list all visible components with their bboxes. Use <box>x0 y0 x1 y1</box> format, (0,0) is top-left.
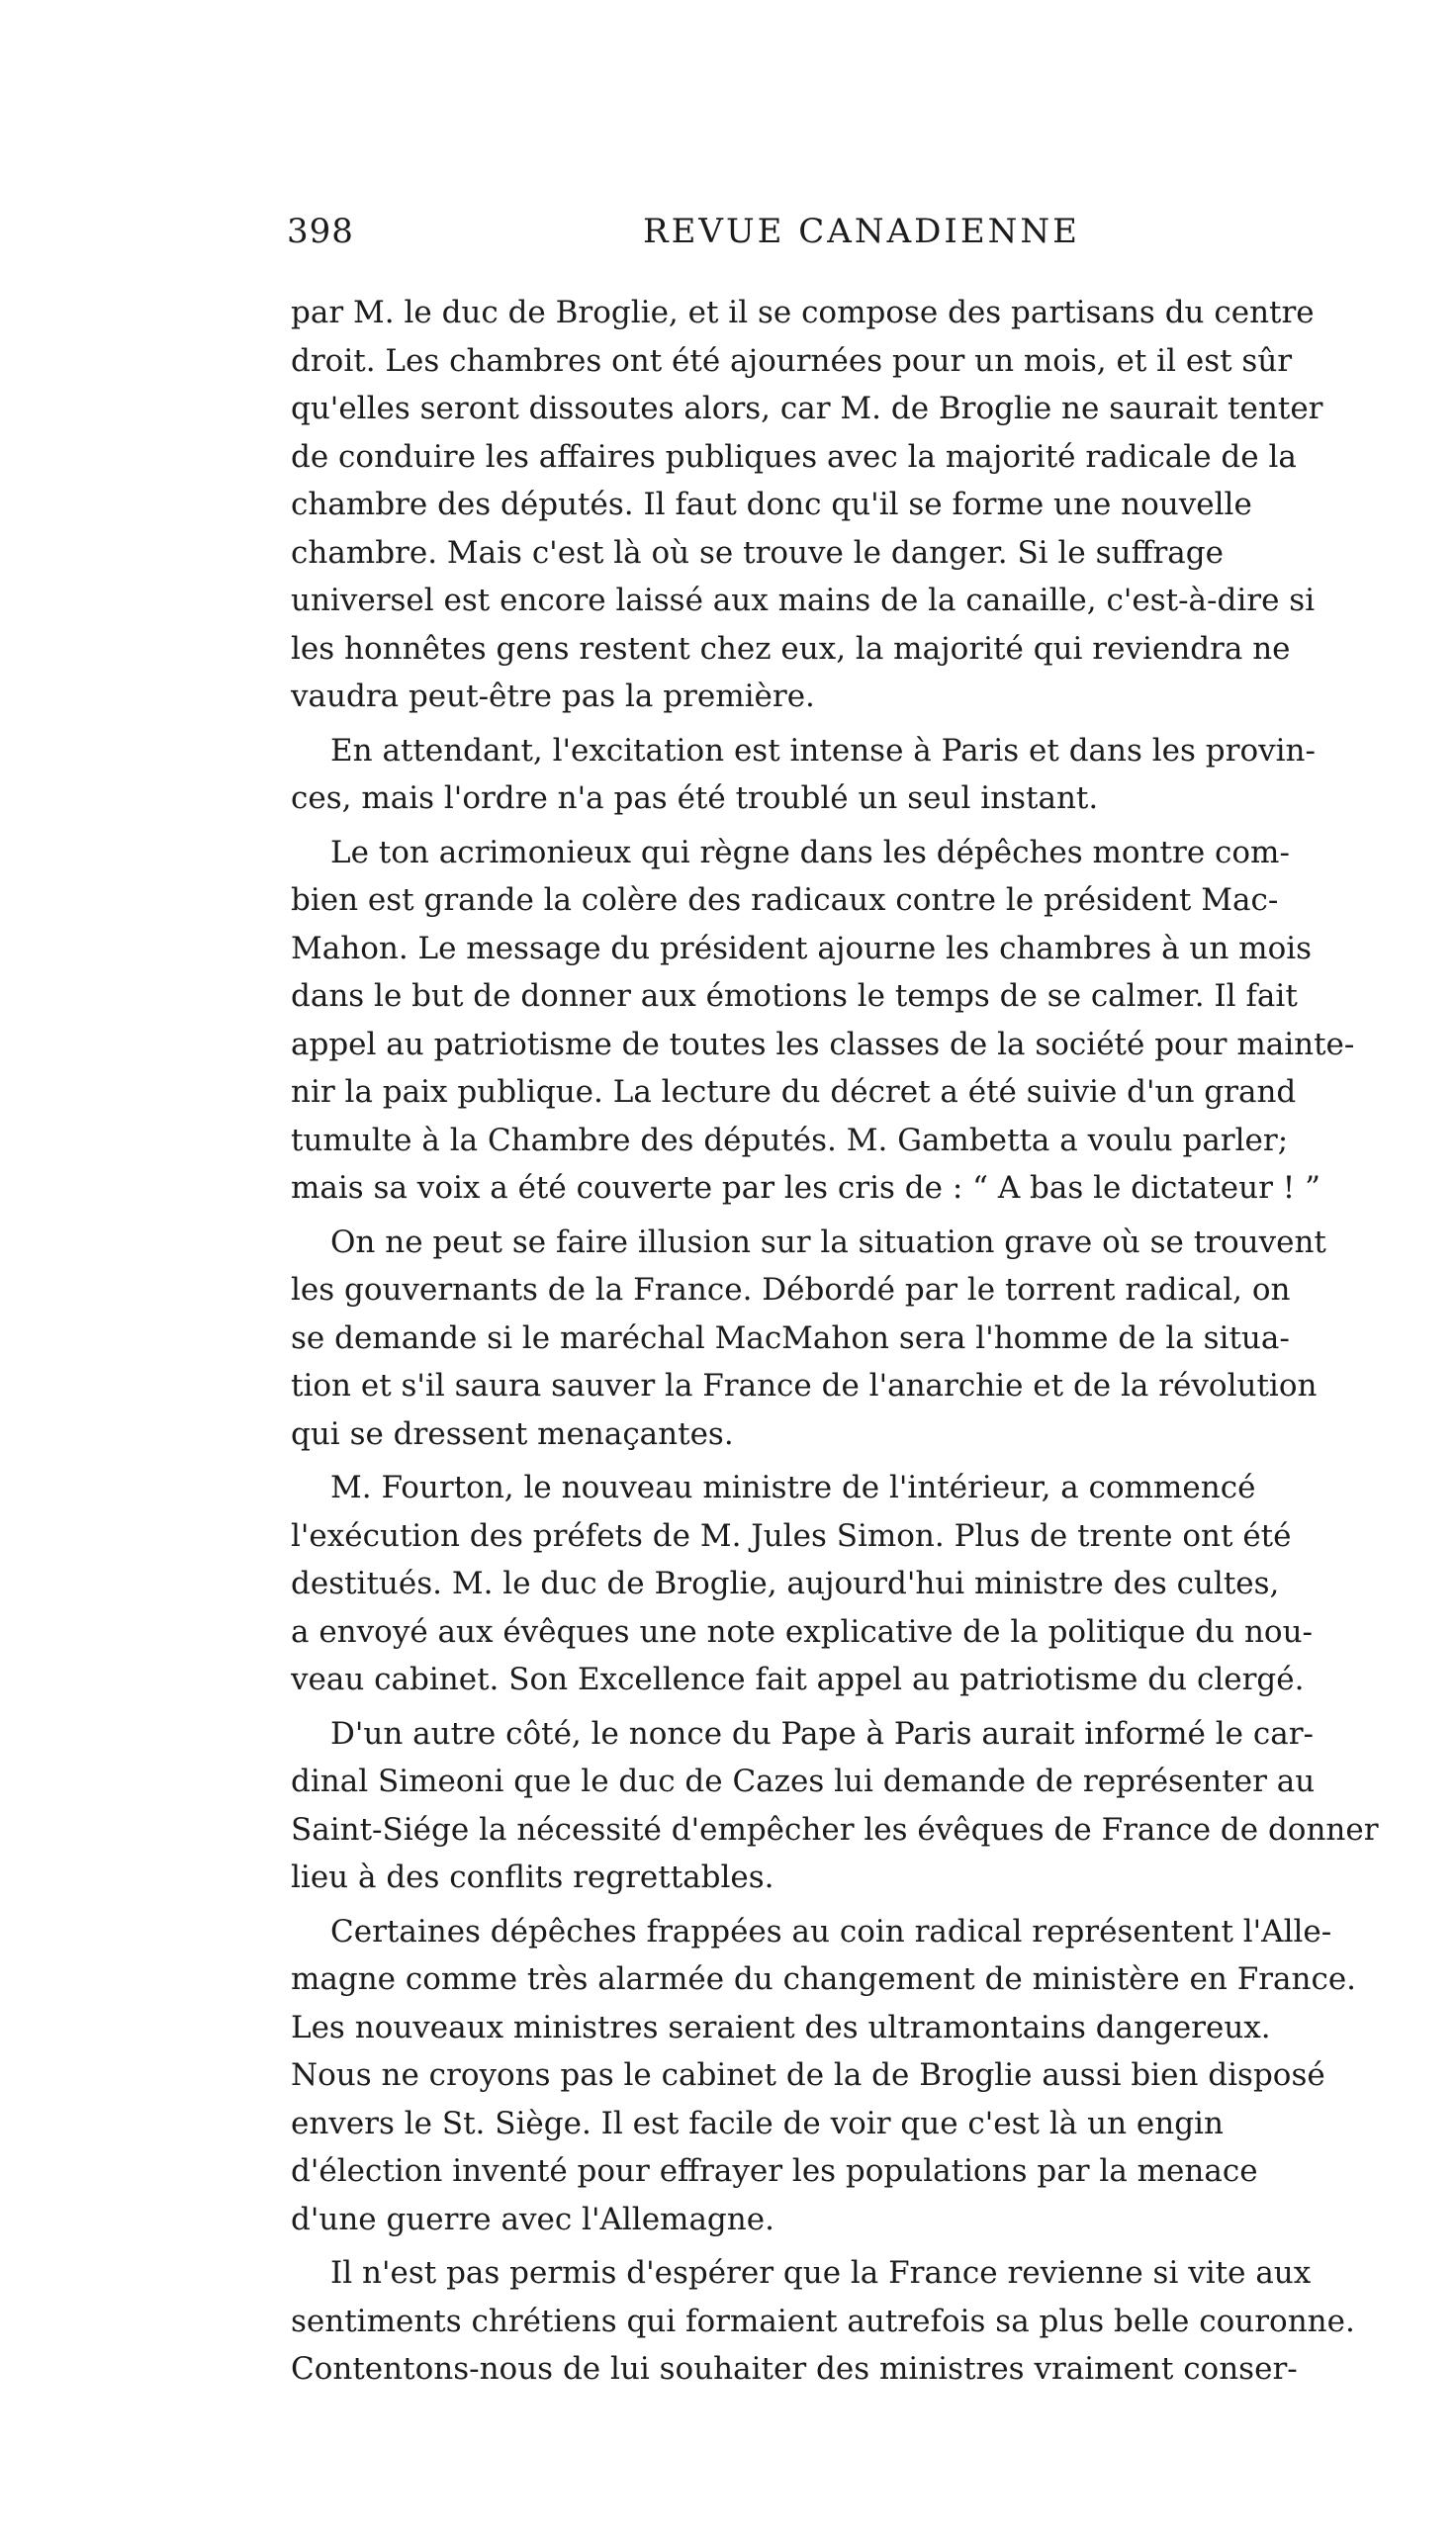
text-line: les honnêtes gens restent chez eux, la majorité qui reviendra ne <box>291 630 1291 667</box>
text-line: de conduire les affaires publiques avec la majorité radicale de la <box>291 438 1297 475</box>
journal-title: REVUE CANADIENNE <box>643 212 1080 251</box>
text-line: Les nouveaux ministres seraient des ultramontains dangereux. <box>291 2009 1271 2045</box>
text-line: D'un autre côté, le nonce du Pape à Paris aurait informé le car- <box>330 1715 1314 1752</box>
text-line: sentiments chrétiens qui formaient autrefois sa plus belle couronne. <box>291 2303 1355 2339</box>
text-line: mais sa voix a été couverte par les cris de : “ A bas le dictateur ! ” <box>291 1170 1320 1206</box>
text-line: chambre. Mais c'est là où se trouve le danger. Si le suffrage <box>291 534 1224 571</box>
text-line: se demande si le maréchal MacMahon sera l'homme de la situa- <box>291 1319 1290 1356</box>
text-line: En attendant, l'excitation est intense à Paris et dans les provin- <box>330 732 1316 769</box>
text-line: les gouvernants de la France. Débordé par le torrent radical, on <box>291 1272 1291 1308</box>
text-line: envers le St. Siège. Il est facile de voir que c'est là un engin <box>291 2105 1224 2141</box>
text-line: tion et s'il saura sauver la France de l'anarchie et de la révolution <box>291 1368 1318 1404</box>
text-line: nir la paix publique. La lecture du décret a été suivie d'un grand <box>291 1074 1297 1110</box>
text-line: Le ton acrimonieux qui règne dans les dépêches montre com- <box>330 834 1290 870</box>
text-line: tumulte à la Chambre des députés. M. Gambetta a voulu parler; <box>291 1122 1289 1158</box>
text-line: droit. Les chambres ont été ajournées pour un mois, et il est sûr <box>291 342 1293 379</box>
text-line: bien est grande la colère des radicaux contre le président Mac- <box>291 882 1279 918</box>
text-line: d'élection inventé pour effrayer les populations par la menace <box>291 2153 1258 2189</box>
paragraph <box>291 1908 1438 2244</box>
text-line: dans le but de donner aux émotions le temps de se calmer. Il fait <box>291 978 1298 1014</box>
text-line: d'une guerre avec l'Allemagne. <box>291 2201 774 2237</box>
text-line: par M. le duc de Broglie, et il se compose des partisans du centre <box>291 295 1315 330</box>
page-number: 398 <box>287 212 354 251</box>
text-line: destitués. M. le duc de Broglie, aujourd'hui ministre des cultes, <box>291 1566 1280 1601</box>
text-line: Contentons-nous de lui souhaiter des ministres vraiment conser- <box>291 2351 1298 2387</box>
text-line: magne comme très alarmée du changement de ministère en France. <box>291 1961 1357 1997</box>
paragraph <box>291 829 1438 1213</box>
text-line: a envoyé aux évêques une note explicative de la politique du nou- <box>291 1613 1314 1650</box>
paragraph <box>291 727 1438 823</box>
text-line: vaudra peut-être pas la première. <box>291 679 815 714</box>
paragraph <box>291 1710 1438 1902</box>
text-line: On ne peut se faire illusion sur la situation grave où se trouvent <box>330 1224 1326 1260</box>
text-line: ces, mais l'ordre n'a pas été troublé un seul instant. <box>291 780 1099 816</box>
text-line: Nous ne croyons pas le cabinet de la de Broglie aussi bien disposé <box>291 2057 1325 2093</box>
text-line: Mahon. Le message du président ajourne les chambres à un mois <box>291 930 1313 966</box>
running-head <box>287 212 1108 261</box>
text-line: veau cabinet. Son Excellence fait appel au patriotisme du clergé. <box>291 1662 1305 1697</box>
text-line: universel est encore laissé aux mains de la canaille, c'est-à-dire si <box>291 583 1316 618</box>
text-line: lieu à des conflits regrettables. <box>291 1860 774 1895</box>
paragraph <box>291 1219 1438 1459</box>
text-line: Saint-Siége la nécessité d'empêcher les évêques de France de donner <box>291 1811 1379 1848</box>
text-line: dinal Simeoni que le duc de Cazes lui demande de représenter au <box>291 1764 1316 1799</box>
text-line: Il n'est pas permis d'espérer que la France revienne si vite aux <box>330 2255 1312 2291</box>
text-line: chambre des députés. Il faut donc qu'il se forme une nouvelle <box>291 487 1252 522</box>
body-text <box>291 289 1438 2394</box>
text-line: qui se dressent menaçantes. <box>291 1415 734 1452</box>
text-line: qu'elles seront dissoutes alors, car M. de Broglie ne saurait tenter <box>291 391 1323 426</box>
paragraph <box>291 2249 1438 2394</box>
paragraph <box>291 289 1438 721</box>
text-line: appel au patriotisme de toutes les classes de la société pour mainte- <box>291 1026 1355 1062</box>
text-line: M. Fourton, le nouveau ministre de l'intérieur, a commencé <box>330 1470 1256 1505</box>
text-line: Certaines dépêches frappées au coin radical représentent l'Alle- <box>330 1913 1332 1950</box>
text-line: l'exécution des préfets de M. Jules Simon. Plus de trente ont été <box>291 1517 1292 1554</box>
paragraph <box>291 1464 1438 1704</box>
